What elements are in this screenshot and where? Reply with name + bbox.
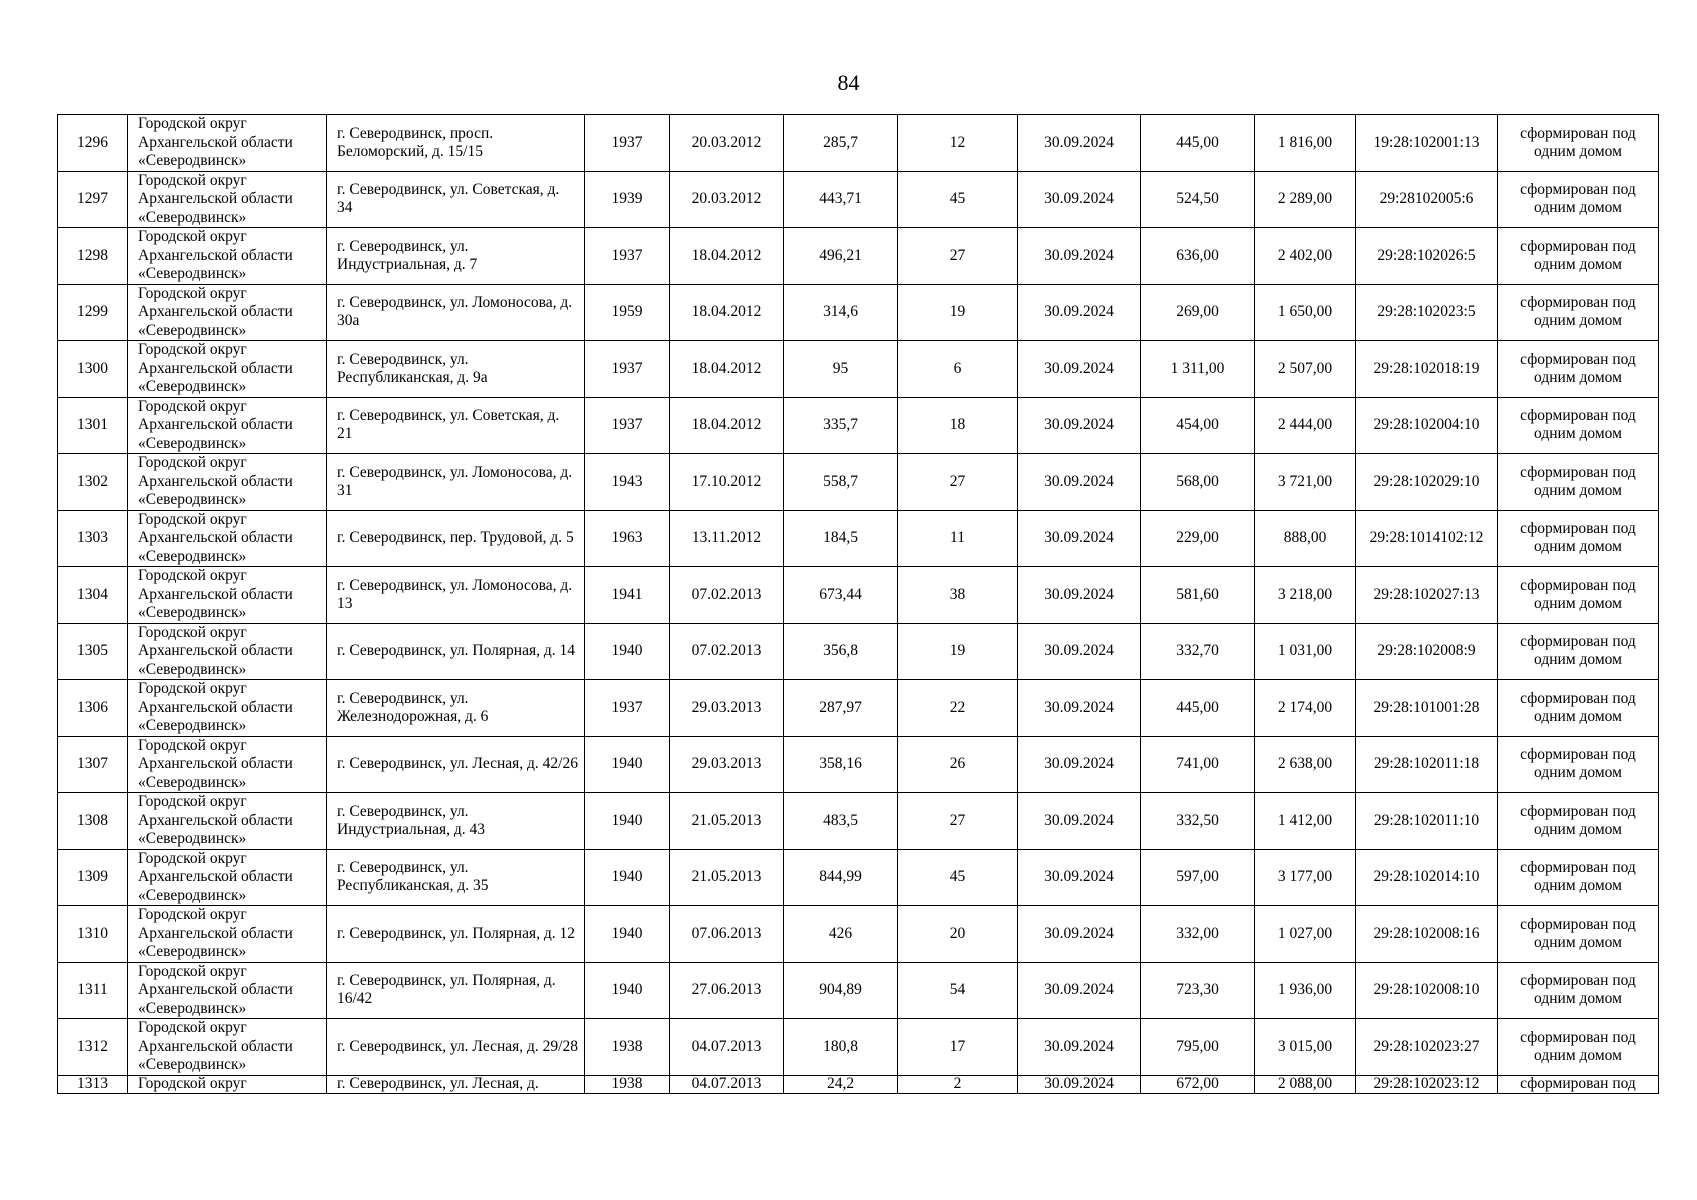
cell-residents-count: 45 (898, 849, 1018, 906)
cell-plot-area: 1 816,00 (1255, 115, 1356, 172)
cell-land-area: 229,00 (1141, 510, 1255, 567)
cell-build-year: 1937 (585, 228, 670, 285)
cell-plot-status: сформирован под одним домом (1498, 736, 1659, 793)
cell-address: г. Северодвинск, ул. Республиканская, д. 35 (327, 849, 585, 906)
cell-recognition-date: 18.04.2012 (670, 228, 784, 285)
cell-cadastral-number: 29:28:102023:12 (1356, 1075, 1498, 1093)
owner-line: Архангельской области (138, 698, 293, 716)
cell-living-area: 356,8 (784, 623, 898, 680)
cell-plot-status: сформирован под одним домом (1498, 115, 1659, 172)
cell-land-area: 332,70 (1141, 623, 1255, 680)
cell-recognition-date: 13.11.2012 (670, 510, 784, 567)
owner-line: Архангельской области (138, 529, 293, 546)
owner-line: Городской округ (138, 906, 247, 923)
cell-living-area: 314,6 (784, 284, 898, 341)
cell-address: г. Северодвинск, ул. Советская, д. 34 (327, 171, 585, 228)
owner-line: Архангельской области (138, 868, 293, 885)
cell-recognition-date: 04.07.2013 (670, 1075, 784, 1093)
cell-residents-count: 27 (898, 454, 1018, 511)
cell-build-year: 1940 (585, 962, 670, 1019)
cell-land-area: 636,00 (1141, 228, 1255, 285)
cell-owner (128, 567, 327, 624)
cell-plot-status: сформирован под одним домом (1498, 793, 1659, 850)
owner-line: Городской округ (138, 680, 247, 697)
owner-line: «Северодвинск» (138, 886, 247, 904)
owner-line: «Северодвинск» (138, 1056, 247, 1073)
cell-land-area: 597,00 (1141, 849, 1255, 906)
cell-record-number: 1312 (58, 1019, 128, 1076)
owner-line: «Северодвинск» (138, 660, 247, 678)
cell-living-area: 558,7 (784, 454, 898, 511)
cell-build-year: 1937 (585, 115, 670, 172)
cell-owner (128, 736, 327, 793)
cell-living-area: 904,89 (784, 962, 898, 1019)
cell-resettlement-deadline: 30.09.2024 (1018, 793, 1141, 850)
cell-resettlement-deadline: 30.09.2024 (1018, 284, 1141, 341)
cell-resettlement-deadline: 30.09.2024 (1018, 341, 1141, 398)
owner-line: Городской округ (138, 397, 247, 415)
cell-address: г. Северодвинск, ул. Индустриальная, д. 43 (327, 793, 585, 850)
cell-residents-count: 11 (898, 510, 1018, 567)
cell-recognition-date: 18.04.2012 (670, 397, 784, 454)
cell-owner (128, 397, 327, 454)
cell-address: г. Северодвинск, ул. Ломоносова, д. 30а (327, 284, 585, 341)
cell-plot-status: сформирован под (1498, 1075, 1659, 1093)
owner-line: Архангельской области (138, 981, 293, 998)
cell-plot-area: 2 638,00 (1255, 736, 1356, 793)
owner-line: Архангельской области (138, 472, 293, 490)
owner-line: Городской округ (138, 1075, 247, 1092)
cell-plot-area: 2 088,00 (1255, 1075, 1356, 1093)
cell-residents-count: 27 (898, 793, 1018, 850)
owner-line: Архангельской области (138, 246, 293, 264)
cell-cadastral-number: 29:28:102029:10 (1356, 454, 1498, 511)
owner-line: Архангельской области (138, 1037, 293, 1055)
cell-plot-status: сформирован под одним домом (1498, 849, 1659, 906)
cell-cadastral-number: 19:28:102001:13 (1356, 115, 1498, 172)
owner-line: «Северодвинск» (138, 152, 247, 169)
cell-owner (128, 1019, 327, 1076)
cell-build-year: 1938 (585, 1019, 670, 1076)
cell-record-number: 1313 (58, 1075, 128, 1093)
cell-plot-area: 1 936,00 (1255, 962, 1356, 1019)
cell-cadastral-number: 29:28:102014:10 (1356, 849, 1498, 906)
cell-residents-count: 18 (898, 397, 1018, 454)
cell-living-area: 844,99 (784, 849, 898, 906)
cell-record-number: 1304 (58, 567, 128, 624)
cell-resettlement-deadline: 30.09.2024 (1018, 454, 1141, 511)
cell-build-year: 1959 (585, 284, 670, 341)
cell-plot-area: 2 402,00 (1255, 228, 1356, 285)
table-row (58, 680, 1659, 737)
cell-living-area: 24,2 (784, 1075, 898, 1093)
table-row (58, 284, 1659, 341)
cell-recognition-date: 27.06.2013 (670, 962, 784, 1019)
cell-plot-status: сформирован под одним домом (1498, 1019, 1659, 1076)
cell-plot-area: 888,00 (1255, 510, 1356, 567)
cell-land-area: 269,00 (1141, 284, 1255, 341)
cell-residents-count: 27 (898, 228, 1018, 285)
cell-record-number: 1305 (58, 623, 128, 680)
owner-line: Городской округ (138, 171, 247, 189)
cell-land-area: 568,00 (1141, 454, 1255, 511)
table-row (58, 906, 1659, 963)
cell-land-area: 672,00 (1141, 1075, 1255, 1093)
cell-owner (128, 623, 327, 680)
owner-line: «Северодвинск» (138, 999, 247, 1017)
table-row (58, 567, 1659, 624)
cell-recognition-date: 20.03.2012 (670, 115, 784, 172)
cell-recognition-date: 18.04.2012 (670, 284, 784, 341)
owner-line: Городской округ (138, 341, 247, 358)
cell-recognition-date: 04.07.2013 (670, 1019, 784, 1076)
cell-land-area: 723,30 (1141, 962, 1255, 1019)
cell-living-area: 483,5 (784, 793, 898, 850)
owner-line: Городской округ (138, 736, 247, 754)
cell-record-number: 1296 (58, 115, 128, 172)
cell-recognition-date: 21.05.2013 (670, 849, 784, 906)
cell-living-area: 426 (784, 906, 898, 963)
cell-record-number: 1311 (58, 962, 128, 1019)
cell-living-area: 496,21 (784, 228, 898, 285)
cell-cadastral-number: 29:28:101001:28 (1356, 680, 1498, 737)
owner-line: Архангельской области (138, 585, 293, 603)
cell-plot-area: 1 027,00 (1255, 906, 1356, 963)
cell-living-area: 184,5 (784, 510, 898, 567)
cell-living-area: 95 (784, 341, 898, 398)
cell-resettlement-deadline: 30.09.2024 (1018, 623, 1141, 680)
cell-plot-area: 3 177,00 (1255, 849, 1356, 906)
cell-residents-count: 17 (898, 1019, 1018, 1076)
cell-address: г. Северодвинск, ул. Республиканская, д. 9а (327, 341, 585, 398)
owner-line: «Северодвинск» (138, 773, 247, 791)
cell-cadastral-number: 29:28:102008:16 (1356, 906, 1498, 963)
cell-resettlement-deadline: 30.09.2024 (1018, 906, 1141, 963)
cell-build-year: 1941 (585, 567, 670, 624)
cell-record-number: 1299 (58, 284, 128, 341)
cell-record-number: 1307 (58, 736, 128, 793)
cell-land-area: 445,00 (1141, 680, 1255, 737)
cell-residents-count: 26 (898, 736, 1018, 793)
cell-plot-area: 3 721,00 (1255, 454, 1356, 511)
table-row (58, 171, 1659, 228)
cell-plot-status: сформирован под одним домом (1498, 906, 1659, 963)
cell-owner (128, 341, 327, 398)
cell-residents-count: 54 (898, 962, 1018, 1019)
cell-plot-status: сформирован под одним домом (1498, 397, 1659, 454)
cell-owner (128, 680, 327, 737)
owner-line: Городской округ (138, 284, 247, 302)
cell-plot-status: сформирован под одним домом (1498, 567, 1659, 624)
cell-address: г. Северодвинск, ул. Лесная, д. (327, 1075, 585, 1093)
owner-line: Архангельской области (138, 303, 293, 320)
table-row (58, 1019, 1659, 1076)
cell-resettlement-deadline: 30.09.2024 (1018, 1019, 1141, 1076)
cell-build-year: 1940 (585, 736, 670, 793)
cell-plot-area: 2 289,00 (1255, 171, 1356, 228)
owner-line: Городской округ (138, 962, 247, 980)
owner-line: Городской округ (138, 623, 247, 641)
cell-plot-area: 1 650,00 (1255, 284, 1356, 341)
cell-address: г. Северодвинск, ул. Советская, д. 21 (327, 397, 585, 454)
cell-cadastral-number: 29:28:102011:10 (1356, 793, 1498, 850)
cell-recognition-date: 17.10.2012 (670, 454, 784, 511)
table-row (58, 115, 1659, 172)
cell-build-year: 1940 (585, 793, 670, 850)
cell-plot-status: сформирован под одним домом (1498, 228, 1659, 285)
table-row (58, 1075, 1659, 1093)
cell-plot-status: сформирован под одним домом (1498, 341, 1659, 398)
owner-line: Архангельской области (138, 416, 293, 433)
table-row (58, 341, 1659, 398)
cell-cadastral-number: 29:28:102008:10 (1356, 962, 1498, 1019)
cell-record-number: 1303 (58, 510, 128, 567)
page-number: 84 (837, 70, 860, 95)
owner-line: «Северодвинск» (138, 547, 247, 565)
cell-plot-area: 1 031,00 (1255, 623, 1356, 680)
cell-build-year: 1940 (585, 906, 670, 963)
cell-resettlement-deadline: 30.09.2024 (1018, 510, 1141, 567)
cell-residents-count: 19 (898, 623, 1018, 680)
owner-line: «Северодвинск» (138, 321, 247, 339)
owner-line: Архангельской области (138, 642, 293, 659)
cell-build-year: 1937 (585, 341, 670, 398)
table-row (58, 849, 1659, 906)
cell-resettlement-deadline: 30.09.2024 (1018, 849, 1141, 906)
cell-address: г. Северодвинск, ул. Лесная, д. 29/28 (327, 1019, 585, 1076)
owner-line: Архангельской области (138, 190, 293, 207)
cell-residents-count: 22 (898, 680, 1018, 737)
cell-residents-count: 2 (898, 1075, 1018, 1093)
cell-owner (128, 962, 327, 1019)
owner-line: Городской округ (138, 228, 247, 245)
cell-living-area: 443,71 (784, 171, 898, 228)
owner-line: «Северодвинск» (138, 491, 247, 508)
cell-address: г. Северодвинск, ул. Индустриальная, д. 7 (327, 228, 585, 285)
cell-owner (128, 115, 327, 172)
owner-line: Городской округ (138, 1019, 247, 1036)
cell-plot-area: 2 444,00 (1255, 397, 1356, 454)
table-body (58, 115, 1659, 1094)
owner-line: Городской округ (138, 567, 247, 584)
cell-plot-status: сформирован под одним домом (1498, 284, 1659, 341)
cell-plot-status: сформирован под одним домом (1498, 962, 1659, 1019)
table-row (58, 510, 1659, 567)
cell-resettlement-deadline: 30.09.2024 (1018, 1075, 1141, 1093)
cell-owner (128, 171, 327, 228)
cell-build-year: 1963 (585, 510, 670, 567)
cell-cadastral-number: 29:28:1014102:12 (1356, 510, 1498, 567)
cell-address: г. Северодвинск, ул. Ломоносова, д. 13 (327, 567, 585, 624)
table-row (58, 962, 1659, 1019)
cell-resettlement-deadline: 30.09.2024 (1018, 962, 1141, 1019)
cell-land-area: 332,50 (1141, 793, 1255, 850)
owner-line: «Северодвинск» (138, 434, 247, 452)
cell-land-area: 741,00 (1141, 736, 1255, 793)
cell-build-year: 1937 (585, 397, 670, 454)
table-row (58, 793, 1659, 850)
cell-recognition-date: 21.05.2013 (670, 793, 784, 850)
cell-owner (128, 284, 327, 341)
cell-plot-status: сформирован под одним домом (1498, 680, 1659, 737)
table-row (58, 623, 1659, 680)
cell-living-area: 287,97 (784, 680, 898, 737)
cell-residents-count: 12 (898, 115, 1018, 172)
cell-owner (128, 510, 327, 567)
cell-living-area: 335,7 (784, 397, 898, 454)
cell-record-number: 1301 (58, 397, 128, 454)
cell-owner (128, 228, 327, 285)
cell-living-area: 673,44 (784, 567, 898, 624)
cell-plot-area: 1 412,00 (1255, 793, 1356, 850)
owner-line: Городской округ (138, 115, 247, 132)
cell-owner (128, 906, 327, 963)
cell-land-area: 332,00 (1141, 906, 1255, 963)
cell-living-area: 358,16 (784, 736, 898, 793)
cell-plot-area: 3 218,00 (1255, 567, 1356, 624)
cell-record-number: 1300 (58, 341, 128, 398)
cell-living-area: 180,8 (784, 1019, 898, 1076)
cell-record-number: 1297 (58, 171, 128, 228)
cell-plot-status: сформирован под одним домом (1498, 623, 1659, 680)
cell-recognition-date: 20.03.2012 (670, 171, 784, 228)
owner-line: Архангельской области (138, 924, 293, 942)
cell-resettlement-deadline: 30.09.2024 (1018, 228, 1141, 285)
owner-line: Архангельской области (138, 755, 293, 772)
cell-cadastral-number: 29:28:102004:10 (1356, 397, 1498, 454)
table-row (58, 397, 1659, 454)
housing-register-table (57, 114, 1659, 1094)
cell-residents-count: 38 (898, 567, 1018, 624)
cell-recognition-date: 07.06.2013 (670, 906, 784, 963)
cell-resettlement-deadline: 30.09.2024 (1018, 736, 1141, 793)
owner-line: Городской округ (138, 510, 247, 528)
cell-address: г. Северодвинск, ул. Лесная, д. 42/26 (327, 736, 585, 793)
cell-plot-area: 2 174,00 (1255, 680, 1356, 737)
table-row (58, 228, 1659, 285)
cell-residents-count: 6 (898, 341, 1018, 398)
cell-record-number: 1309 (58, 849, 128, 906)
cell-cadastral-number: 29:28:102027:13 (1356, 567, 1498, 624)
cell-plot-status: сформирован под одним домом (1498, 171, 1659, 228)
owner-line: Городской округ (138, 454, 247, 471)
cell-owner (128, 454, 327, 511)
cell-cadastral-number: 29:28102005:6 (1356, 171, 1498, 228)
cell-cadastral-number: 29:28:102018:19 (1356, 341, 1498, 398)
cell-plot-area: 2 507,00 (1255, 341, 1356, 398)
cell-land-area: 524,50 (1141, 171, 1255, 228)
cell-living-area: 285,7 (784, 115, 898, 172)
cell-resettlement-deadline: 30.09.2024 (1018, 680, 1141, 737)
cell-record-number: 1298 (58, 228, 128, 285)
cell-recognition-date: 07.02.2013 (670, 623, 784, 680)
cell-record-number: 1308 (58, 793, 128, 850)
owner-line: «Северодвинск» (138, 208, 247, 226)
cell-recognition-date: 29.03.2013 (670, 736, 784, 793)
cell-resettlement-deadline: 30.09.2024 (1018, 115, 1141, 172)
cell-plot-status: сформирован под одним домом (1498, 454, 1659, 511)
owner-line: Архангельской области (138, 359, 293, 377)
cell-plot-status: сформирован под одним домом (1498, 510, 1659, 567)
owner-line: Городской округ (138, 849, 247, 867)
cell-recognition-date: 29.03.2013 (670, 680, 784, 737)
cell-owner (128, 793, 327, 850)
cell-cadastral-number: 29:28:102023:5 (1356, 284, 1498, 341)
cell-resettlement-deadline: 30.09.2024 (1018, 397, 1141, 454)
cell-cadastral-number: 29:28:102023:27 (1356, 1019, 1498, 1076)
cell-build-year: 1940 (585, 623, 670, 680)
cell-cadastral-number: 29:28:102008:9 (1356, 623, 1498, 680)
owner-line: «Северодвинск» (138, 943, 247, 960)
cell-resettlement-deadline: 30.09.2024 (1018, 171, 1141, 228)
table-row (58, 736, 1659, 793)
owner-line: «Северодвинск» (138, 265, 247, 282)
cell-residents-count: 20 (898, 906, 1018, 963)
cell-plot-area: 3 015,00 (1255, 1019, 1356, 1076)
cell-recognition-date: 07.02.2013 (670, 567, 784, 624)
cell-cadastral-number: 29:28:102011:18 (1356, 736, 1498, 793)
cell-address: г. Северодвинск, просп. Беломорский, д. 15/15 (327, 115, 585, 172)
cell-record-number: 1306 (58, 680, 128, 737)
cell-address: г. Северодвинск, пер. Трудовой, д. 5 (327, 510, 585, 567)
cell-build-year: 1943 (585, 454, 670, 511)
cell-build-year: 1938 (585, 1075, 670, 1093)
cell-land-area: 581,60 (1141, 567, 1255, 624)
cell-land-area: 445,00 (1141, 115, 1255, 172)
cell-land-area: 795,00 (1141, 1019, 1255, 1076)
cell-build-year: 1940 (585, 849, 670, 906)
cell-land-area: 1 311,00 (1141, 341, 1255, 398)
cell-owner (128, 849, 327, 906)
cell-address: г. Северодвинск, ул. Полярная, д. 14 (327, 623, 585, 680)
owner-line: «Северодвинск» (138, 378, 247, 395)
owner-line: Архангельской области (138, 811, 293, 829)
cell-address: г. Северодвинск, ул. Ломоносова, д. 31 (327, 454, 585, 511)
cell-recognition-date: 18.04.2012 (670, 341, 784, 398)
cell-address: г. Северодвинск, ул. Полярная, д. 12 (327, 906, 585, 963)
owner-line: «Северодвинск» (138, 717, 247, 734)
cell-resettlement-deadline: 30.09.2024 (1018, 567, 1141, 624)
cell-build-year: 1937 (585, 680, 670, 737)
cell-address: г. Северодвинск, ул. Железнодорожная, д. 6 (327, 680, 585, 737)
table-row (58, 454, 1659, 511)
cell-cadastral-number: 29:28:102026:5 (1356, 228, 1498, 285)
cell-residents-count: 45 (898, 171, 1018, 228)
cell-record-number: 1302 (58, 454, 128, 511)
cell-residents-count: 19 (898, 284, 1018, 341)
owner-line: Архангельской области (138, 133, 293, 151)
cell-owner (128, 1075, 327, 1093)
cell-land-area: 454,00 (1141, 397, 1255, 454)
owner-line: «Северодвинск» (138, 604, 247, 621)
cell-address: г. Северодвинск, ул. Полярная, д. 16/42 (327, 962, 585, 1019)
cell-build-year: 1939 (585, 171, 670, 228)
owner-line: «Северодвинск» (138, 830, 247, 847)
cell-record-number: 1310 (58, 906, 128, 963)
owner-line: Городской округ (138, 793, 247, 810)
